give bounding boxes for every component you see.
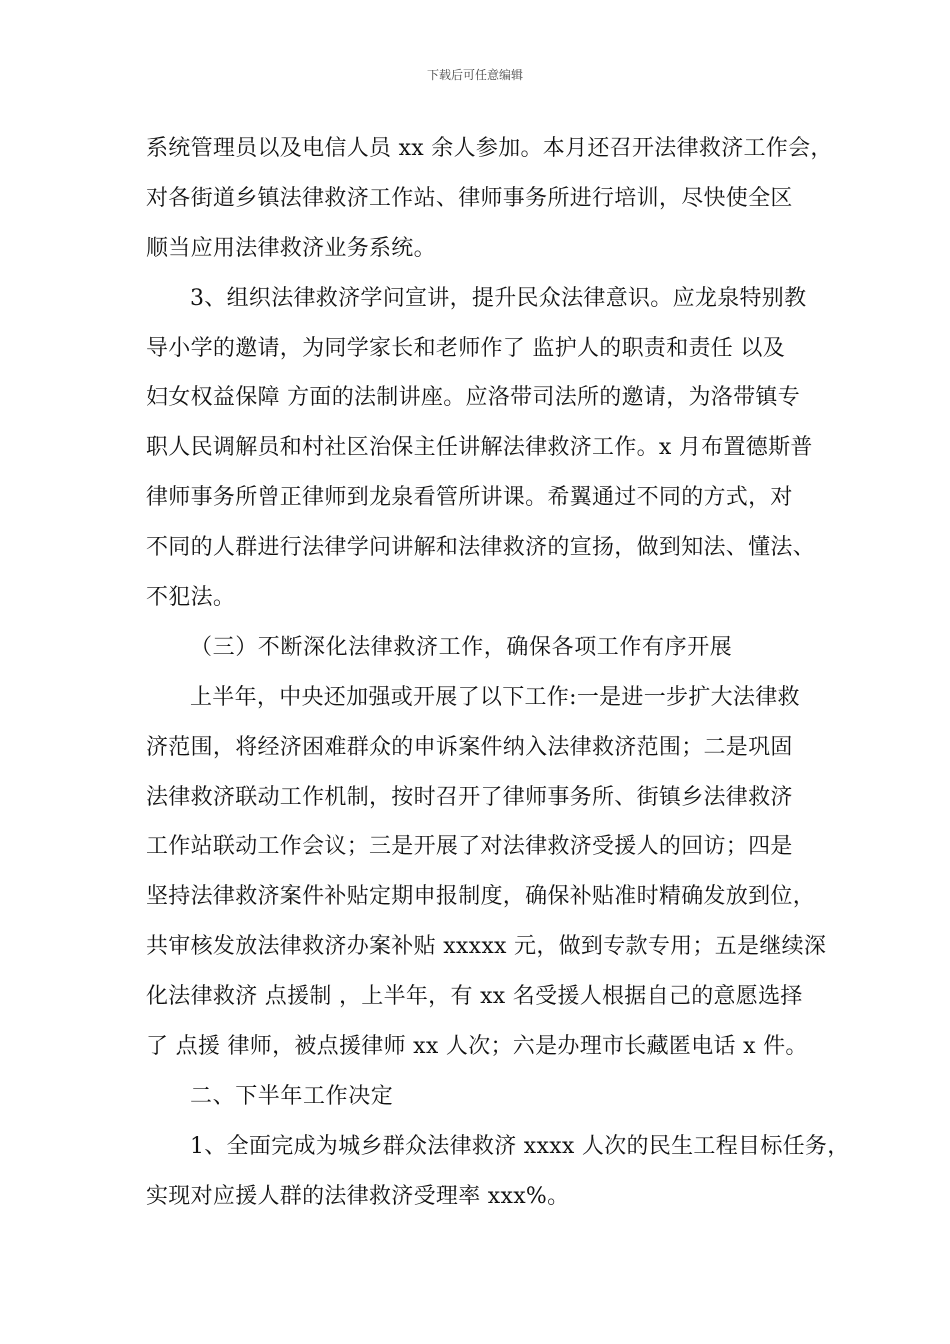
- text-line: 不犯法。: [146, 585, 236, 611]
- text-line: 导小学的邀请，为同学家长和老师作了 监护人的职责和责任 以及: [146, 335, 785, 361]
- paragraph-start-line: 上半年，中央还加强或开展了以下工作:一是进一步扩大法律救: [190, 684, 800, 710]
- section-heading: （三）不断深化法律救济工作，确保各项工作有序开展: [190, 634, 733, 660]
- text-line: 济范围，将经济困难群众的申诉案件纳入法律救济范围；二是巩固: [146, 734, 793, 760]
- text-line: 妇女权益保障 方面的法制讲座。应洛带司法所的邀请，为洛带镇专: [146, 385, 800, 411]
- text-line: 实现对应援人群的法律救济受理率 xxx%。: [146, 1183, 570, 1209]
- document-body: [146, 124, 850, 1222]
- text-line: 不同的人群进行法律学问讲解和法律救济的宣扬，做到知法、懂法、: [146, 535, 816, 561]
- paragraph-start-line: 3、组织法律救济学问宣讲，提升民众法律意识。应龙泉特别教: [190, 285, 807, 311]
- text-line: 了 点援 律师，被点援律师 xx 人次；六是办理市长藏匿电话 x 件。: [146, 1034, 808, 1060]
- text-line: 顺当应用法律救济业务系统。: [146, 235, 436, 261]
- text-line: 律师事务所曾正律师到龙泉看管所讲课。希翼通过不同的方式，对: [146, 485, 793, 511]
- text-line: 职人民调解员和村社区治保主任讲解法律救济工作。x 月布置德斯普: [146, 435, 813, 461]
- page-header-note: 下载后可任意编辑: [426, 68, 523, 82]
- text-line: 系统管理员以及电信人员 xx 余人参加。本月还召开法律救济工作会，: [146, 136, 833, 161]
- text-line: 对各街道乡镇法律救济工作站、律师事务所进行培训，尽快使全区: [146, 185, 793, 211]
- text-line: 坚持法律救济案件补贴定期申报制度，确保补贴准时精确发放到位，: [146, 884, 816, 910]
- section-heading: 二、下半年工作决定: [190, 1083, 394, 1109]
- text-line: 工作站联动工作会议；三是开展了对法律救济受援人的回访；四是: [146, 834, 793, 860]
- text-line: 法律救济联动工作机制，按时召开了律师事务所、街镇乡法律救济: [146, 784, 793, 810]
- text-line: 化法律救济 点援制 ，上半年，有 xx 名受援人根据自己的意愿选择: [146, 984, 803, 1010]
- paragraph-start-line: 1、全面完成为城乡群众法律救济 xxxx 人次的民生工程目标任务，: [190, 1133, 850, 1159]
- text-line: 共审核发放法律救济办案补贴 xxxxx 元，做到专款专用；五是继续深: [146, 934, 827, 960]
